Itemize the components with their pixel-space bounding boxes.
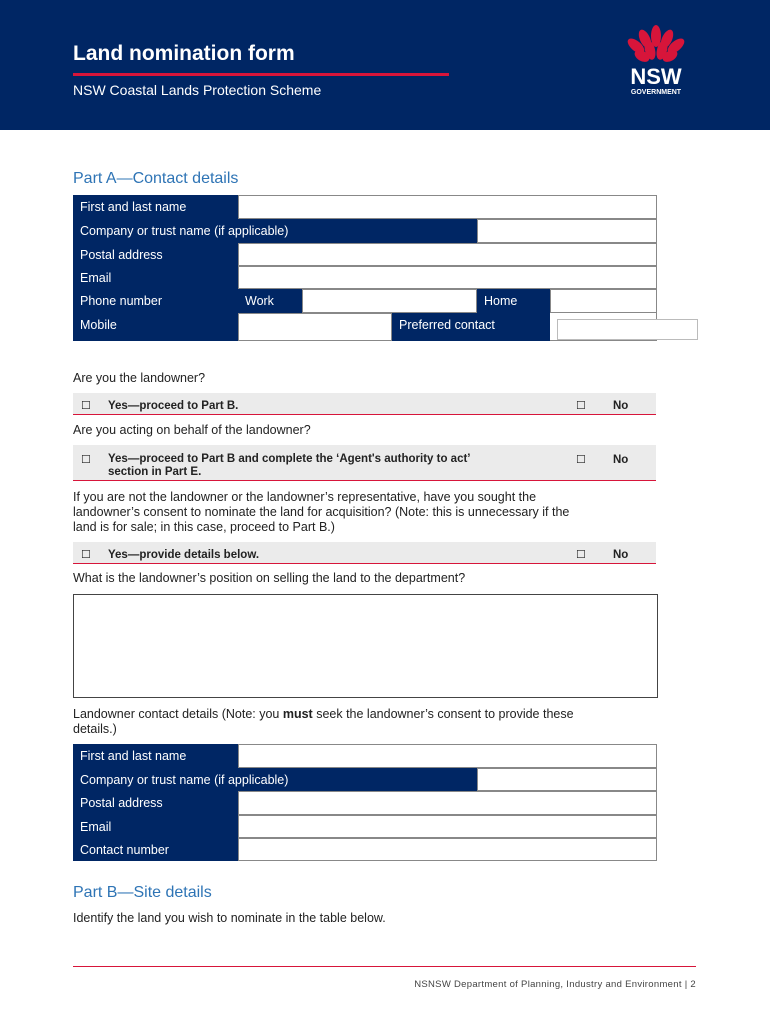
label-company-trust: Company or trust name (if applicable) xyxy=(73,219,477,243)
company-trust-input[interactable] xyxy=(477,219,657,243)
title-underline xyxy=(73,73,449,76)
question-selling-position: What is the landowner’s position on selling the land to the department? xyxy=(73,571,466,585)
consent-line-3: land is for sale; in this case, proceed to Part B.) xyxy=(73,520,335,534)
landowner-no-checkbox[interactable]: ☐ xyxy=(576,400,586,412)
intro-must: must xyxy=(282,707,313,721)
consent-no-label: No xyxy=(613,549,629,561)
label-landowner-postal: Postal address xyxy=(73,791,238,815)
landowner-contact-number-input[interactable] xyxy=(238,838,657,861)
landowner-yes-checkbox[interactable]: ☐ xyxy=(81,400,91,412)
landowner-no-label: No xyxy=(613,400,629,412)
mobile-input[interactable] xyxy=(238,313,392,341)
form-subtitle: NSW Coastal Lands Protection Scheme xyxy=(73,82,322,98)
preferred-contact-select[interactable] xyxy=(557,319,698,340)
nsw-waratah-logo-icon xyxy=(620,24,692,100)
agent-yes-checkbox[interactable]: ☐ xyxy=(81,454,91,466)
label-email: Email xyxy=(73,266,238,289)
consent-line-1: If you are not the landowner or the landowner’s representative, have you sought the xyxy=(73,490,537,504)
consent-yes-checkbox[interactable]: ☐ xyxy=(81,549,91,561)
label-landowner-contact-number: Contact number xyxy=(73,838,238,861)
landowner-email-input[interactable] xyxy=(238,815,657,838)
work-phone-input[interactable] xyxy=(302,289,477,313)
landowner-name-input[interactable] xyxy=(238,744,657,768)
consent-line-2: landowner’s consent to nominate the land for acquisition? (Note: this is unnecessary if the xyxy=(73,505,570,519)
footer-divider xyxy=(73,966,696,967)
label-home-phone: Home xyxy=(477,289,550,313)
landowner-postal-input[interactable] xyxy=(238,791,657,815)
label-landowner-name: First and last name xyxy=(73,744,238,768)
consent-no-checkbox[interactable]: ☐ xyxy=(576,549,586,561)
postal-address-input[interactable] xyxy=(238,243,657,266)
consent-options-row xyxy=(73,542,656,564)
intro-pre: Landowner contact details (Note: you xyxy=(73,707,283,721)
label-postal-address: Postal address xyxy=(73,243,238,266)
label-phone-number: Phone number xyxy=(73,289,238,313)
agent-no-checkbox[interactable]: ☐ xyxy=(576,454,586,466)
agent-options-row xyxy=(73,445,656,481)
landowner-yes-label: Yes—proceed to Part B. xyxy=(108,400,239,412)
label-first-last-name: First and last name xyxy=(73,195,238,219)
label-landowner-company: Company or trust name (if applicable) xyxy=(73,768,477,791)
agent-yes-label-line2: section in Part E. xyxy=(108,466,202,478)
home-phone-input[interactable] xyxy=(550,289,657,313)
intro-line-2: details.) xyxy=(73,722,117,736)
part-b-heading: Part B—Site details xyxy=(73,884,212,901)
landowner-contact-intro xyxy=(73,707,574,737)
part-a-heading: Part A—Contact details xyxy=(73,170,239,187)
footer-text: NSNSW Department of Planning, Industry and Environment | 2 xyxy=(414,979,696,990)
question-landowner: Are you the landowner? xyxy=(73,371,206,385)
question-landowner-consent xyxy=(73,490,569,535)
label-preferred-contact: Preferred contact xyxy=(392,313,550,341)
logo-nsw-text: NSW xyxy=(630,64,682,89)
label-mobile: Mobile xyxy=(73,313,238,341)
part-b-intro: Identify the land you wish to nominate in the table below. xyxy=(73,911,386,925)
label-work-phone: Work xyxy=(238,289,302,313)
landowner-company-input[interactable] xyxy=(477,768,657,791)
landowner-options-row xyxy=(73,393,656,415)
agent-no-label: No xyxy=(613,454,629,466)
consent-yes-label: Yes—provide details below. xyxy=(108,549,260,561)
intro-post: seek the landowner’s consent to provide these xyxy=(312,707,574,721)
label-landowner-email: Email xyxy=(73,815,238,838)
email-input[interactable] xyxy=(238,266,657,289)
logo-government-text: GOVERNMENT xyxy=(630,89,682,96)
first-last-name-input[interactable] xyxy=(238,195,657,219)
agent-yes-label-line1: Yes—proceed to Part B and complete the ‘Agent's authority to act’ xyxy=(108,453,471,465)
selling-position-textarea[interactable] xyxy=(73,594,658,698)
form-title: Land nomination form xyxy=(73,42,295,65)
header-banner xyxy=(0,0,770,130)
question-acting-on-behalf: Are you acting on behalf of the landowner? xyxy=(73,423,311,437)
agent-yes-label xyxy=(108,453,471,479)
